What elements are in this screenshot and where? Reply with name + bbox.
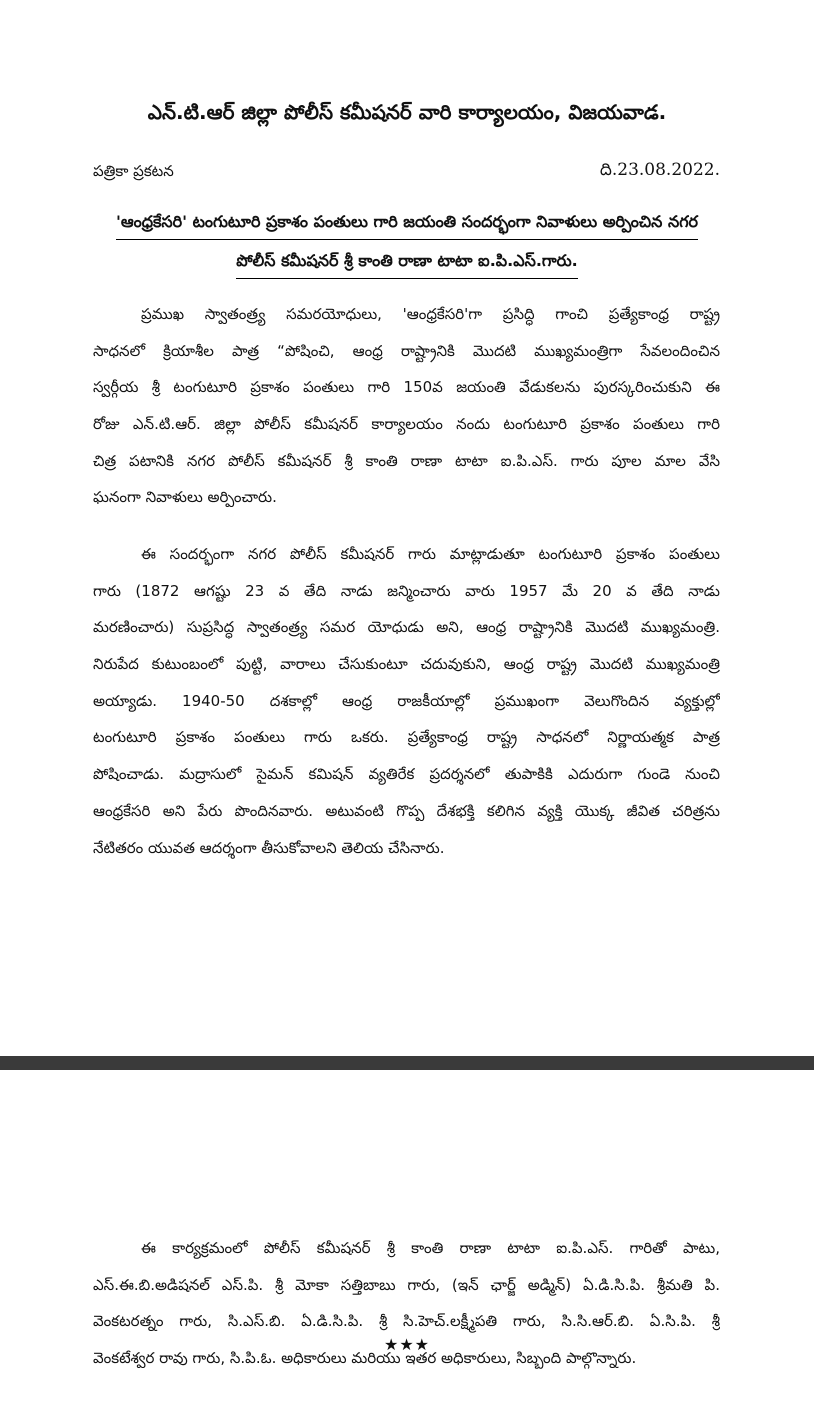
paragraph-1-line: రోజు ఎన్.టి.ఆర్. జిల్లా పోలీస్ కమీషనర్ కార్యాలయం నందు టంగుటూరి ప్రకాశం పంతులు గారి — [93, 415, 720, 434]
paragraph-2-line: మరణించారు) సుప్రసిద్ధ స్వాతంత్ర్య సమర యోధుడు అని, ఆంధ్ర రాష్ట్రానికి మొదటి ముఖ్యమంత్రి. — [93, 618, 720, 637]
page-separator — [0, 1056, 814, 1070]
paragraph-1-line: ఘనంగా నివాళులు అర్పించారు. — [93, 488, 277, 507]
paragraph-2-line: ఆంధ్రకేసరి అని పేరు పొందినవారు. అటువంటి గొప్ప దేశభక్తి కలిగిన వ్యక్తి యొక్క జీవిత చరిత్రను — [93, 801, 720, 820]
paragraph-1-line: చిత్ర పటానికి నగర పోలీస్ కమీషనర్ శ్రీ కాంతి రాణా టాటా ఐ.పి.ఎస్. గారు పూల మాల వేసి — [93, 451, 720, 470]
press-release-label: పత్రికా ప్రకటన — [93, 162, 174, 180]
paragraph-2-line: నిరుపేద కుటుంబంలో పుట్టి, వారాలు చేసుకుంటూ చదువుకుని, ఆంధ్ర రాష్ట్ర మొదటి ముఖ్యమంత్రి — [93, 655, 720, 674]
paragraph-3-line: వెంకటరత్నం గారు, సి.ఎస్.బి. ఏ.డి.సి.పి. శ్రీ సి.హెచ్.లక్ష్మీపతి గారు, సి.సి.ఆర్.బి. ఏ.సి.పి. శ్రీ — [93, 1312, 720, 1331]
paragraph-1-line: సాధనలో క్రియాశీల పాత్ర “పోషించి, ఆంధ్ర రాష్ట్రానికి మొదటి ముఖ్యమంత్రిగా సేవలందించిన — [93, 341, 720, 360]
document-page-2 — [0, 1070, 814, 1424]
paragraph-1 — [93, 296, 720, 516]
paragraph-2-line: టంగుటూరి ప్రకాశం పంతులు గారు ఒకరు. ప్రత్యేకాంధ్ర రాష్ట్ర సాధనలో నిర్ణాయత్మక పాత్ర — [93, 728, 720, 747]
paragraph-3-line: వెంకటేశ్వర రావు గారు, సి.పి.ఓ. అధికారులు మరియు ఇతర అధికారులు, సిబ్బంది పాల్గొన్నారు. — [93, 1349, 637, 1368]
paragraph-2-line: అయ్యాడు. 1940-50 దశకాల్లో ఆంధ్ర రాజకీయాల్లో ప్రముఖంగా వెలుగొందిన వ్యక్తుల్లో — [93, 691, 720, 710]
paragraph-3 — [93, 1230, 720, 1377]
paragraph-2 — [93, 536, 720, 866]
paragraph-2-line: గారు (1872 ఆగష్టు 23 వ తేది నాడు జన్మించారు వారు 1957 మే 20 వ తేది నాడు — [93, 581, 720, 600]
paragraph-2-line: నేటితరం యువత ఆదర్శంగా తీసుకోవాలని తెలియ చేసినారు. — [93, 838, 445, 857]
paragraph-1-line: స్వర్గీయ శ్రీ టంగుటూరి ప్రకాశం పంతులు గారి 150వ జయంతి వేడుకలను పురస్కరించుకుని ఈ — [93, 378, 720, 397]
paragraph-2-line: పోషించాడు. మద్రాసులో సైమన్ కమిషన్ వ్యతిరేక ప్రదర్శనలో తుపాకికి ఎదురుగా గుండె నుంచి — [93, 765, 720, 784]
office-heading: ఎన్.టి.ఆర్ జిల్లా పోలీస్ కమీషనర్ వారి కార్యాలయం, విజయవాడ. — [147, 100, 667, 124]
release-date: ది.23.08.2022. — [599, 160, 720, 180]
title-line-2: పోలీస్ కమీషనర్ శ్రీ కాంతి రాణా టాటా ఐ.పి.ఎస్.గారు. — [60, 251, 754, 279]
paragraph-2-line: ఈ సందర్భంగా నగర పోలీస్ కమీషనర్ గారు మాట్లాడుతూ టంగుటూరి ప్రకాశం పంతులు — [141, 545, 720, 563]
paragraph-3-line: ఈ కార్యక్రమంలో పోలీస్ కమీషనర్ శ్రీ కాంతి రాణా టాటా ఐ.పి.ఎస్. గారితో పాటు, — [141, 1239, 720, 1257]
end-stars: ★★★ — [383, 1335, 431, 1354]
title-line-1: 'ఆంధ్రకేసరి' టంగుటూరి ప్రకాశం పంతులు గారి జయంతి సందర్భంగా నివాళులు అర్పించిన నగర — [60, 212, 754, 240]
paragraph-3-line: ఎస్.ఈ.బి.అడిషనల్ ఎస్.పి. శ్రీ మోకా సత్తిబాబు గారు, (ఇన్ ఛార్జ్ అడ్మిన్) ఏ.డి.సి.పి. శ్రీమతి పి. — [93, 1275, 720, 1294]
paragraph-1-line: ప్రముఖ స్వాతంత్ర్య సమరయోధులు, 'ఆంధ్రకేసరి'గా ప్రసిద్ధి గాంచి ప్రత్యేకాంధ్ర రాష్ట్ర — [141, 305, 720, 323]
